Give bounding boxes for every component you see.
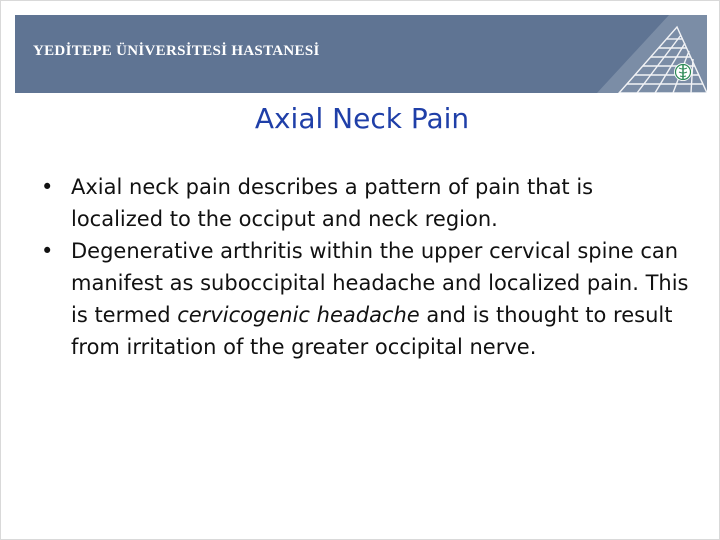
bullet-item [41,235,691,363]
header-banner [15,15,707,93]
bullet-text: and is thought to result from irritation of the greater occipital nerve. [71,303,673,359]
caduceus-pyramid-icon [597,15,707,93]
bullet-dot: • [41,239,54,263]
bullet-item [41,171,691,235]
institution-name: YEDİTEPE ÜNİVERSİTESİ HASTANESİ [33,43,320,59]
bullet-text: Axial neck pain describes a pattern of pain that is localized to the occiput and neck region. [71,175,594,231]
bullet-emphasis: cervicogenic headache [177,303,420,327]
bullet-list [41,171,691,363]
bullet-text: Degenerative arthritis within the upper cervical spine can manifest as suboccipital headache and localized pain. This is termed [71,239,689,327]
bullet-dot: • [41,175,54,199]
slide-title: Axial Neck Pain [254,102,470,135]
